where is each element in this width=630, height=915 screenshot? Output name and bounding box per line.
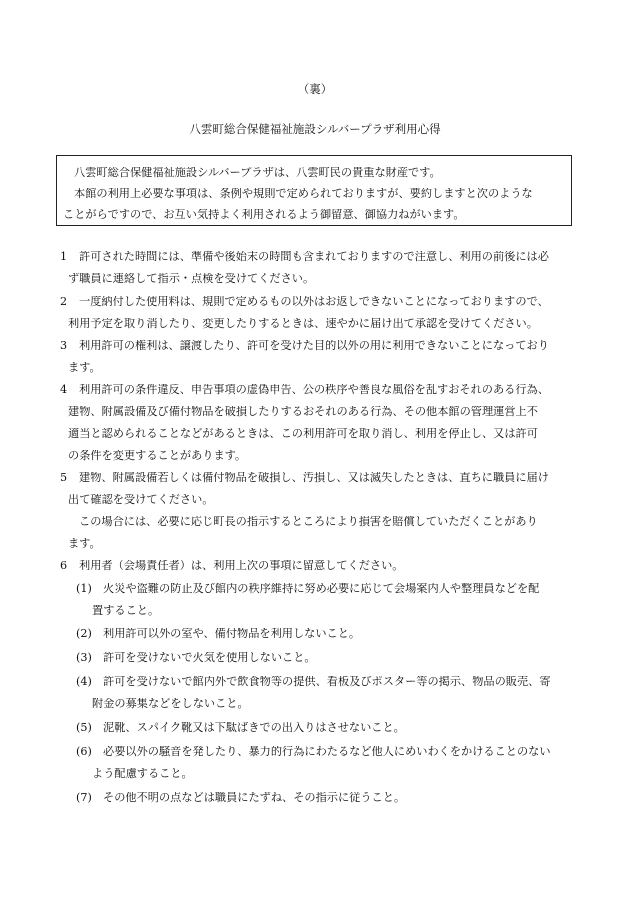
intro-line: 本館の利用上必要な事項は、条例や規則で定められておりますが、要約しますと次のような	[74, 188, 533, 200]
rule-line: ず職員に連絡して指示・点検を受けてください。	[68, 273, 315, 285]
rule-number: 4	[60, 383, 68, 396]
subrule-line: 許可を受けないで火気を使用しないこと。	[103, 652, 316, 664]
rule-number: 3	[60, 339, 68, 352]
rule-line: 適当と認められることなどがあるときは、この利用許可を取り消し、利用を停止し、又は許可	[68, 428, 538, 440]
subrule-number: (7)	[76, 791, 92, 804]
subrule-line: よう配慮すること。	[92, 768, 193, 780]
intro-notice-box	[56, 155, 572, 226]
subrule-line: 泥靴、スパイク靴又は下駄ばきでの出入りはさせないこと。	[103, 722, 405, 734]
rule-number: 2	[60, 295, 68, 308]
rule-line: 建物、附属設備若しくは備付物品を破損し、汚損し、又は滅失したときは、直ちに職員に届け	[79, 472, 549, 484]
subrule-line: 許可を受けないで館内外で飲食物等の提供、看板及びポスター等の掲示、物品の販売、寄	[103, 676, 551, 688]
subrule-line: 置すること。	[92, 605, 160, 617]
rule-line: 利用許可の権利は、譲渡したり、許可を受けた目的以外の用に利用できないことになっており	[79, 340, 549, 352]
subrule-number: (3)	[76, 651, 92, 664]
intro-line: 八雲町総合保健福祉施設シルバープラザは、八雲町民の貴重な財産です。	[74, 167, 441, 179]
back-side-label: （裏）	[297, 82, 333, 96]
subrule-number: (1)	[76, 582, 92, 595]
subrule-line: 附金の募集などをしないこと。	[92, 698, 249, 710]
rule-number: 1	[60, 250, 68, 263]
rule-line: 利用予定を取り消したり、変更したりするときは、速やかに届け出て承認を受けてください。	[68, 318, 538, 330]
subrule-number: (2)	[76, 627, 92, 640]
subrule-number: (5)	[76, 721, 92, 734]
document-title: 八雲町総合保健福祉施設シルバープラザ利用心得	[189, 122, 441, 136]
subrule-line: 利用許可以外の室や、備付物品を利用しないこと。	[103, 628, 361, 640]
subrule-number: (4)	[76, 675, 92, 688]
rule-line: 出て確認を受けてください。	[68, 494, 214, 506]
rule-line: 建物、附属設備及び備付物品を破損したりするおそれのある行為、その他本館の管理運営上不	[68, 406, 538, 418]
rule-line: の条件を変更することがあります。	[68, 450, 247, 462]
rule-number: 5	[60, 471, 68, 484]
subrule-line: 火災や盗難の防止及び館内の秩序維持に努め必要に応じて会場案内人や整理員などを配	[103, 583, 540, 595]
subrule-number: (6)	[76, 745, 92, 758]
rule-number: 6	[60, 559, 68, 572]
rule-line: 利用許可の条件違反、申告事項の虚偽申告、公の秩序や善良な風俗を乱すおそれのある行為、	[79, 384, 549, 396]
subrule-line: その他不明の点などは職員にたずね、その指示に従うこと。	[103, 792, 406, 804]
subrule-line: 必要以外の騒音を発したり、暴力的行為にわたるなど他人にめいわくをかけることのない	[103, 746, 551, 758]
intro-line: ことがらですので、お互い気持よく利用されるよう御留意、御協力ねがいます。	[63, 209, 465, 221]
rule-line: ます。	[68, 362, 101, 374]
rule-line: 許可された時間には、準備や後始末の時間も含まれておりますので注意し、利用の前後には必	[79, 251, 549, 263]
rule-line: この場合には、必要に応じ町長の指示するところにより損害を賠償していただくことがあり	[79, 516, 538, 528]
rule-line: 一度納付した使用料は、規則で定めるもの以外はお返しできないことになっておりますので、	[79, 296, 549, 308]
rule-line: 利用者（会場責任者）は、利用上次の事項に留意してください。	[79, 560, 404, 572]
rule-line: ます。	[68, 538, 101, 550]
